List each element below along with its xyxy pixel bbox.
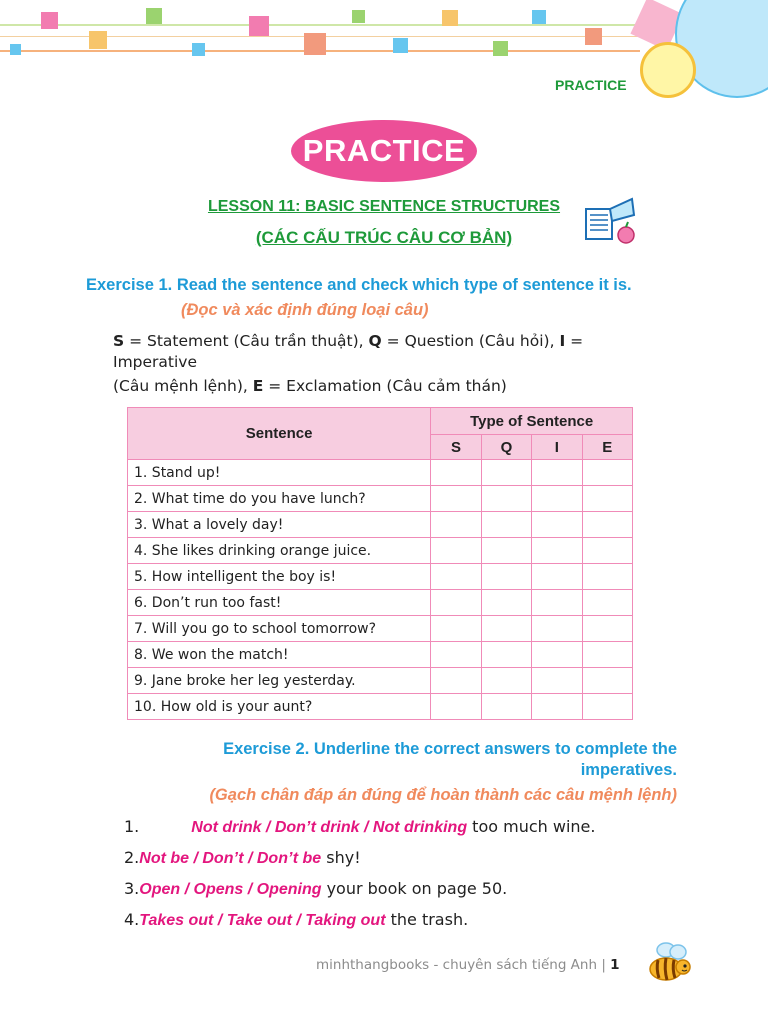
answer-cell-q[interactable] [481, 668, 531, 694]
answer-cell-s[interactable] [431, 616, 481, 642]
table-row [128, 486, 633, 512]
table-row [128, 616, 633, 642]
answer-options[interactable]: Open / Opens / Opening [139, 881, 322, 898]
sentence-cell: 3. What a lovely day! [128, 512, 431, 538]
table-row [128, 694, 633, 720]
answer-cell-s[interactable] [431, 564, 481, 590]
answer-options[interactable]: Takes out / Take out / Taking out [139, 912, 386, 929]
bee-icon [646, 941, 692, 983]
exercise2-subtitle: (Gạch chân đáp án đúng để hoàn thành các câu mệnh lệnh) [209, 786, 677, 804]
answer-cell-e[interactable] [582, 694, 632, 720]
col-i-header: I [532, 435, 582, 460]
legend-line-2: Imperative [113, 353, 198, 371]
answer-cell-s[interactable] [431, 538, 481, 564]
exercise2-item-4: 4.Takes out / Take out / Taking out the trash. [124, 910, 469, 929]
answer-cell-q[interactable] [481, 564, 531, 590]
answer-cell-e[interactable] [582, 642, 632, 668]
answer-cell-i[interactable] [532, 538, 582, 564]
answer-cell-i[interactable] [532, 460, 582, 486]
answer-options[interactable]: Not drink / Don’t drink / Not drinking [191, 819, 468, 836]
answer-cell-i[interactable] [532, 642, 582, 668]
col-q-header: Q [481, 435, 531, 460]
answer-cell-q[interactable] [481, 512, 531, 538]
answer-options[interactable]: Not be / Don’t / Don’t be [139, 850, 322, 867]
answer-cell-i[interactable] [532, 694, 582, 720]
exercise2-item-2: 2.Not be / Don’t / Don’t be shy! [124, 848, 361, 867]
sentence-cell: 8. We won the match! [128, 642, 431, 668]
sentence-cell: 6. Don’t run too fast! [128, 590, 431, 616]
answer-cell-s[interactable] [431, 512, 481, 538]
exercise2-title: Exercise 2. Underline the correct answers to complete the imperatives. [223, 740, 677, 779]
sentence-cell: 7. Will you go to school tomorrow? [128, 616, 431, 642]
answer-cell-i[interactable] [532, 668, 582, 694]
table-row [128, 642, 633, 668]
answer-cell-i[interactable] [532, 512, 582, 538]
lesson-title: LESSON 11: BASIC SENTENCE STRUCTURES [207, 198, 561, 215]
sentence-cell: 2. What time do you have lunch? [128, 486, 431, 512]
sentence-cell: 5. How intelligent the boy is! [128, 564, 431, 590]
table-row [128, 590, 633, 616]
answer-cell-i[interactable] [532, 564, 582, 590]
answer-cell-e[interactable] [582, 486, 632, 512]
exercise2-item-3: 3.Open / Opens / Opening your book on page 50. [124, 879, 508, 898]
sentence-cell: 9. Jane broke her leg yesterday. [128, 668, 431, 694]
sentence-type-table [127, 407, 633, 720]
answer-cell-q[interactable] [481, 694, 531, 720]
answer-cell-q[interactable] [481, 486, 531, 512]
col-e-header: E [582, 435, 632, 460]
col-s-header: S [431, 435, 481, 460]
practice-banner [291, 120, 477, 182]
lesson-title-vi: (CÁC CẤU TRÚC CÂU CƠ BẢN) [255, 228, 513, 247]
section-tag: PRACTICE [555, 77, 627, 93]
sentence-cell: 1. Stand up! [128, 460, 431, 486]
answer-cell-q[interactable] [481, 460, 531, 486]
answer-cell-e[interactable] [582, 668, 632, 694]
answer-cell-q[interactable] [481, 642, 531, 668]
col-sentence-header: Sentence [128, 408, 431, 460]
answer-cell-i[interactable] [532, 486, 582, 512]
answer-cell-s[interactable] [431, 668, 481, 694]
table-row [128, 668, 633, 694]
banner-title: PRACTICE [302, 133, 466, 168]
answer-cell-e[interactable] [582, 460, 632, 486]
exercise2-item-1: 1. Not drink / Don’t drink / Not drinking too much wine. [124, 817, 596, 836]
answer-cell-e[interactable] [582, 590, 632, 616]
answer-cell-s[interactable] [431, 642, 481, 668]
answer-cell-e[interactable] [582, 538, 632, 564]
table-row [128, 460, 633, 486]
page-number: 1 [610, 957, 620, 973]
answer-cell-i[interactable] [532, 616, 582, 642]
answer-cell-q[interactable] [481, 590, 531, 616]
answer-cell-s[interactable] [431, 486, 481, 512]
legend-line-1: S = Statement (Câu trần thuật), Q = Question (Câu hỏi), I = [113, 332, 584, 350]
answer-cell-s[interactable] [431, 460, 481, 486]
col-type-header: Type of Sentence [431, 408, 633, 435]
table-row [128, 512, 633, 538]
sentence-cell: 10. How old is your aunt? [128, 694, 431, 720]
answer-cell-e[interactable] [582, 564, 632, 590]
answer-cell-e[interactable] [582, 616, 632, 642]
footer: minhthangbooks - chuyên sách tiếng Anh | 1 [316, 957, 620, 973]
book-icon [582, 195, 640, 245]
table-row [128, 564, 633, 590]
legend-line-3: (Câu mệnh lệnh), E = Exclamation (Câu cảm thán) [113, 377, 507, 395]
answer-cell-e[interactable] [582, 512, 632, 538]
answer-cell-i[interactable] [532, 590, 582, 616]
table-row [128, 538, 633, 564]
answer-cell-q[interactable] [481, 616, 531, 642]
answer-cell-q[interactable] [481, 538, 531, 564]
answer-cell-s[interactable] [431, 590, 481, 616]
sentence-cell: 4. She likes drinking orange juice. [128, 538, 431, 564]
exercise1-subtitle: (Đọc và xác định đúng loại câu) [181, 301, 429, 319]
exercise1-title: Exercise 1. Read the sentence and check which type of sentence it is. [86, 276, 632, 294]
answer-cell-s[interactable] [431, 694, 481, 720]
